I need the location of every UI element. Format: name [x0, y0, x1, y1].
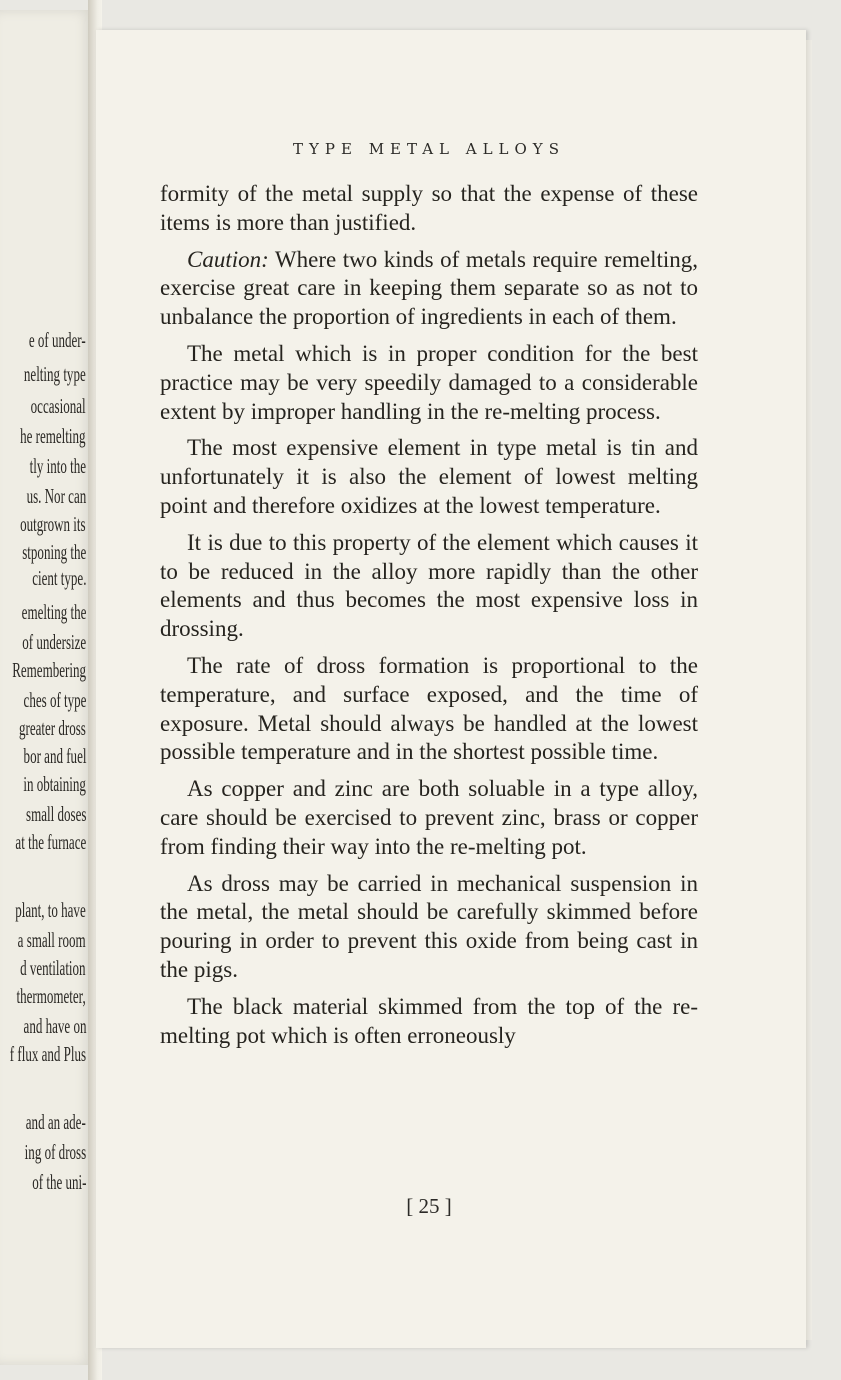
paragraph: As dross may be carried in mechanical suspension in the metal, the metal should be carefully skimmed before pouring in order to prevent this oxide from being cast in the pigs.: [160, 870, 698, 982]
paragraph-text: Where two kinds of metals require remelting, exercise great care in keeping them separate so as not to unbalance the proportion of ingredients in each of them.: [160, 246, 698, 330]
facing-page-line: at the furnace: [15, 830, 86, 854]
facing-page-line: and have on: [23, 1014, 86, 1038]
facing-page-line: he remelting: [20, 424, 86, 448]
paragraph: formity of the metal supply so that the expense of these items is more than justified.: [160, 181, 698, 235]
facing-page-line: emelting the: [21, 600, 86, 624]
facing-page-line: in obtaining: [23, 772, 86, 796]
facing-page-line: Remembering: [12, 658, 86, 682]
paragraph: [160, 246, 698, 332]
body-text: [160, 180, 698, 1058]
facing-page-line: greater dross: [19, 716, 86, 740]
running-head: TYPE METAL ALLOYS: [292, 140, 565, 158]
facing-page-line: ing of dross: [24, 1140, 86, 1164]
facing-page-line: small doses: [25, 802, 86, 826]
paragraph: The most expensive element in type metal is tin and unfortunately it is also the element of lowest melting point and therefore oxidizes at the lowest temperature.: [160, 435, 698, 518]
facing-page-line: and an ade-: [25, 1110, 86, 1134]
paragraph: As copper and zinc are both soluable in a type alloy, care should be exercised to prevent zinc, brass or copper from finding their way into the re-melting pot.: [160, 776, 698, 859]
facing-page-line: bor and fuel: [23, 744, 86, 768]
facing-page-line: us. Nor can: [26, 484, 86, 508]
page-edge: [806, 40, 812, 1340]
paragraph: The black material skimmed from the top of the re-melting pot which is often erroneously: [160, 993, 698, 1048]
facing-page-line: of undersize: [22, 630, 86, 654]
facing-page-line: plant, to have: [15, 898, 86, 922]
facing-page-line: stponing the: [21, 540, 86, 564]
paragraph: It is due to this property of the element which causes it to be reduced in the alloy more rapidly than the other elements and thus becomes the most expensive loss in drossing.: [160, 529, 698, 642]
facing-page: [0, 10, 94, 1365]
paragraph: The rate of dross formation is proportional to the temperature, and surface exposed, and the time of exposure. Metal should always be handled at the lowest possible temperature and in the shortest possible time.: [160, 652, 698, 765]
facing-page-line: of the uni-: [31, 1170, 86, 1194]
facing-page-line: f flux and Plus: [9, 1042, 86, 1066]
facing-page-line: occasional: [31, 394, 86, 418]
facing-page-line: a small room: [18, 928, 86, 952]
facing-page-line: outgrown its: [20, 512, 86, 536]
facing-page-line: d ventilation: [20, 956, 86, 980]
page-number: [ 25 ]: [406, 1194, 452, 1218]
facing-page-line: cient type.: [31, 566, 86, 590]
paragraph: The metal which is in proper condition for the best practice may be very speedily damaged to a considerable extent by improper handling in the re-melting process.: [160, 340, 698, 424]
facing-page-line: e of under-: [29, 328, 86, 352]
facing-page-line: tly into the: [29, 454, 86, 478]
facing-page-line: nelting type: [24, 362, 86, 386]
caution-label: Caution:: [187, 246, 269, 272]
facing-page-line: ches of type: [23, 688, 86, 712]
facing-page-line: thermometer,: [16, 984, 86, 1008]
